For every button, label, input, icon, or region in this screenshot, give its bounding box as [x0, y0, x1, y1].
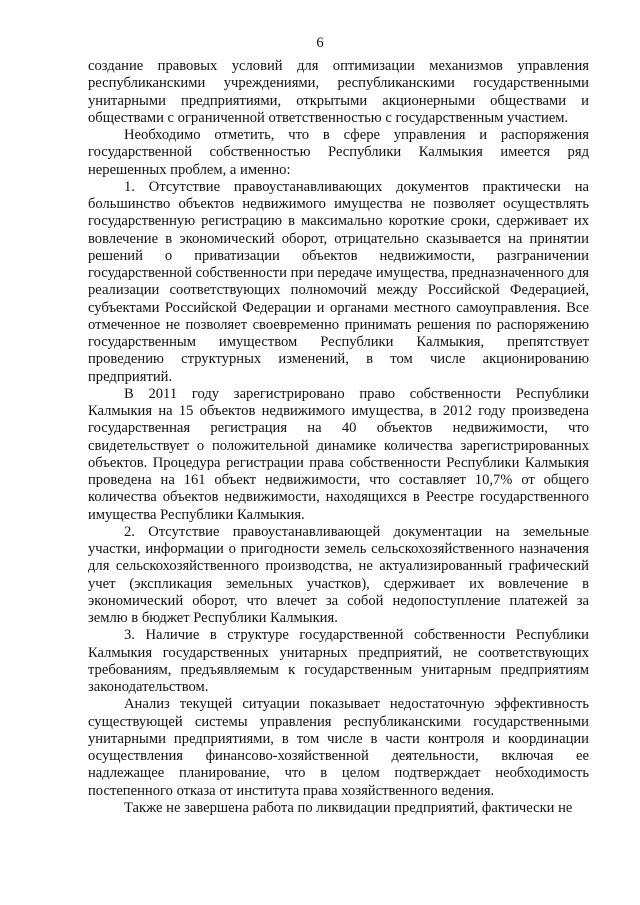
document-body [88, 58, 589, 817]
paragraph-continuation: создание правовых условий для оптимизации механизмов управления республиканскими учреждениями, республиканскими государственными унитарными предприятиями, открытыми акционерными обществами и обществами с ограниченной ответственностью с государственным участием. [88, 58, 589, 126]
paragraph-registration-stats: В 2011 году зарегистрировано право собственности Республики Калмыкия на 15 объектов недвижимого имущества, в 2012 году произведена государственная регистрация на 40 объектов недвижимости, что свидетельствует о положительной динамике количества зарегистрированных объектов. Процедура регистрации права собственности Республики Калмыкия проведена на 161 объект недвижимости, что составляет 10,7% от общего количества объектов недвижимости, находящихся в Реестре государственного имущества Республики Калмыкия. [88, 385, 589, 523]
paragraph-item-1: 1. Отсутствие правоустанавливающих документов практически на большинство объектов недвижимого имущества не позволяет осуществлять государственную регистрацию в максимально короткие сроки, сдерживает их вовлечение в экономический оборот, отрицательно сказывается на принятии решений о приватизации объектов недвижимости, разграничении государственной собственности при передаче имущества, предназначенного для реализации соответствующих полномочий между Российской Федерацией, субъектами Российской Федерации и органами местного самоуправления. Все отмеченное не позволяет своевременно принимать решения по распоряжению государственным имуществом Республики Калмыкия, препятствует проведению структурных изменений, в том числе акционированию предприятий. [88, 178, 589, 385]
paragraph-liquidation: Также не завершена работа по ликвидации предприятий, фактически не [124, 799, 573, 816]
page-number: 6 [316, 35, 324, 51]
paragraph-problems-intro: Необходимо отметить, что в сфере управления и распоряжения государственной собственностью Республики Калмыкия имеется ряд нерешенных проблем, а именно: [88, 127, 589, 178]
paragraph-item-3: 3. Наличие в структуре государственной собственности Республики Калмыкия государственных унитарных предприятий, не соответствующих требованиям, предъявляемым к государственным унитарным предприятиям законодательством. [88, 627, 589, 695]
paragraph-analysis: Анализ текущей ситуации показывает недостаточную эффективность существующей системы управления республиканскими государственными унитарными предприятиями, в том числе в части контроля и координации осуществления финансово-хозяйственной деятельности, включая ее надлежащее планирование, что в целом подтверждает необходимость постепенного отказа от института права хозяйственного ведения. [88, 696, 589, 799]
paragraph-item-2: 2. Отсутствие правоустанавливающей документации на земельные участки, информации о пригодности земель сельскохозяйственного назначения для сельскохозяйственного производства, не актуализированный графический учет (экспликация земельных участков), сдерживает их вовлечение в экономический оборот, что влечет за собой недопоступление платежей за землю в бюджет Республики Калмыкия. [88, 523, 589, 626]
